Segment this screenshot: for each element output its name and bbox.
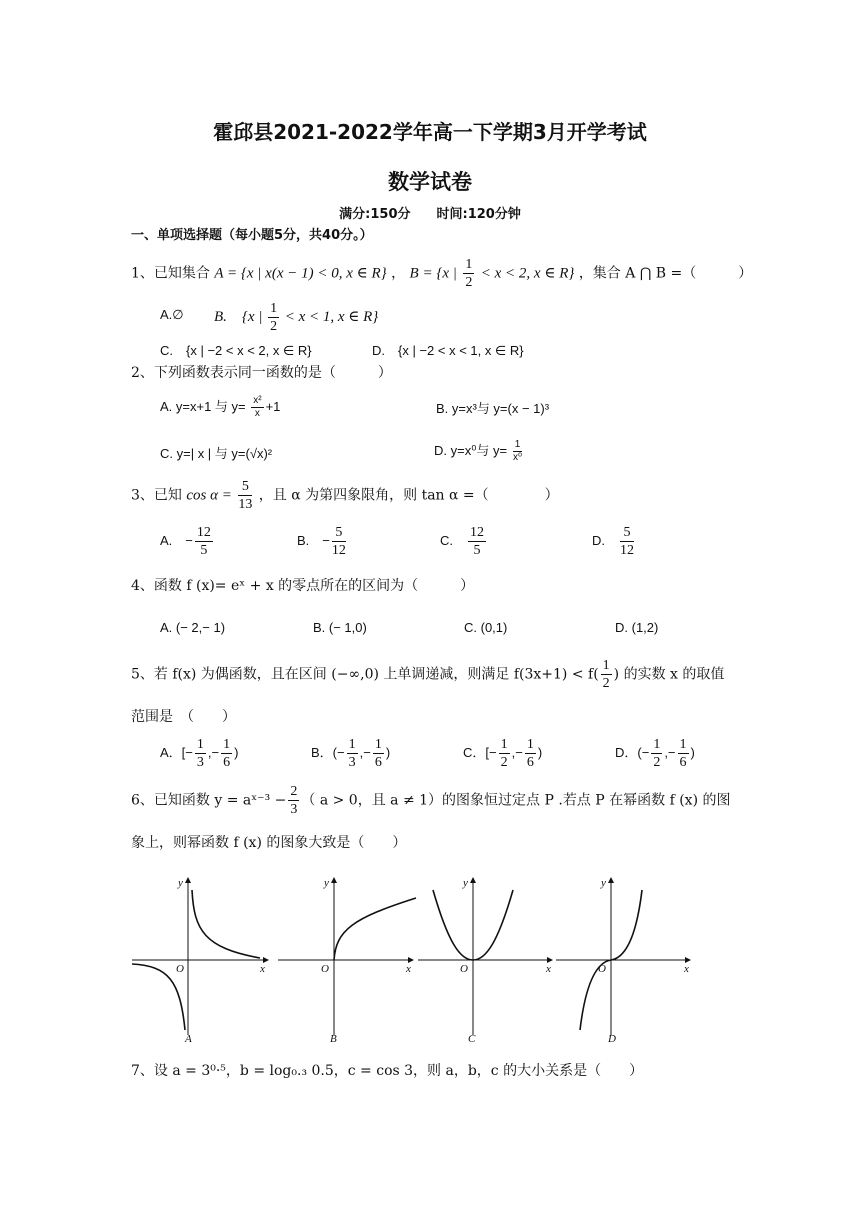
q3-option-a: A. − $\frac{12}{5}$ (160, 525, 211, 559)
question-1: 1、已知集合 A = {x | x(x − 1) < 0, x ∈ R} ， B = {x | $\frac{1}{2}$ < x < 2, x ∈ R} ，集合 A ⋂ B =（ ） (131, 257, 753, 290)
q2-option-d: D. y=x⁰与 y= $\frac{1}{\text{x⁰}}$ (434, 439, 523, 464)
q2-option-a: A. y=x+1 与 y= $\frac{\text{x²}}{x}$ +1 (160, 395, 281, 420)
question-3: 3、已知 cos α = $\frac{5}{13}$ ，且 α 为第四象限角，则 tan α =（ ） (131, 479, 559, 512)
exam-title: 霍邱县2021-2022学年高一下学期3月开学考试 (213, 120, 647, 144)
q4-option-c: C. (0,1) (464, 620, 508, 635)
graph-b-x-label: x (406, 963, 411, 975)
q2-option-b: B. y=x³与 y=(x − 1)³ (436, 401, 550, 416)
question-4: 4、函数 f (x)= eˣ + x 的零点所在的区间为（ ） (131, 578, 475, 594)
question-6: 6、已知函数 y = aˣ⁻³ − $\frac{2}{3}$ （ a > 0，且 a ≠ 1）的图象恒过定点 P .若点 P 在幂函数 f (x) 的图 (131, 784, 731, 817)
graph-b-label: B (330, 1033, 337, 1045)
q5-option-d: D．(− $\frac{1}{2}$ ,− $\frac{1}{6}$ ) (615, 737, 695, 771)
q5-option-c: C．[− $\frac{1}{2}$ ,− $\frac{1}{6}$ ) (463, 737, 543, 771)
graph-d-origin: O (598, 963, 606, 975)
q1-tail: ，集合 A ⋂ B =（ ） (578, 265, 753, 282)
q4-option-d: D. (1,2) (615, 620, 659, 635)
graph-b-y-label: y (324, 877, 329, 889)
graph-a-origin: O (176, 963, 184, 975)
graph-c-y-label: y (463, 877, 468, 889)
question-6-continued: 象上，则幂函数 f (x) 的图象大致是（ ） (131, 835, 407, 851)
question-5: 5、若 f(x) 为偶函数，且在区间 (−∞,0) 上单调递减，则满足 f(3x+1) < f( $\frac{1}{2}$ ) 的实数 x 的取值 (131, 658, 725, 691)
question-2: 2、下列函数表示同一函数的是（ ） (131, 365, 392, 381)
q1-set-b: B = {x | (409, 265, 457, 282)
q1-option-c: C. {x | −2 < x < 2, x ∈ R} (160, 343, 312, 358)
graph-c-origin: O (460, 963, 468, 975)
q6-graphs (128, 870, 698, 1045)
exam-subtitle: 数学试卷 (388, 170, 472, 194)
exam-meta: 满分:150分 时间:120分钟 (339, 207, 521, 222)
q3-option-c: C. $\frac{12}{5}$ (440, 525, 485, 559)
q1-option-a: A.∅ (160, 307, 184, 322)
graph-c (418, 877, 552, 1045)
graph-d-label: D (608, 1033, 616, 1045)
q3-option-d: D. $\frac{5}{12}$ (592, 525, 635, 559)
graph-d-x-label: x (684, 963, 689, 975)
graph-b (278, 877, 416, 1045)
graph-b-origin: O (321, 963, 329, 975)
q3-option-b: B. − $\frac{5}{12}$ (297, 525, 346, 559)
graph-a-y-label: y (178, 877, 183, 889)
graph-a-x-label: x (260, 963, 265, 975)
q5-option-a: A．[− $\frac{1}{3}$ ,− $\frac{1}{6}$ ) (160, 737, 239, 771)
question-5-continued: 范围是 （ ） (131, 709, 236, 725)
q1-lead: 1、已知集合 (131, 265, 210, 282)
q1-option-d: D. {x | −2 < x < 1, x ∈ R} (372, 343, 524, 358)
q2-option-c: C. y=| x | 与 y=(√x)² (160, 446, 273, 461)
graph-a-label: A (185, 1033, 192, 1045)
graph-c-label: C (468, 1033, 476, 1045)
graph-d (556, 877, 690, 1045)
q1-option-b: B. {x | $\frac{1}{2}$ < x < 1, x ∈ R} (214, 301, 379, 334)
graph-c-x-label: x (546, 963, 551, 975)
q5-option-b: B．(− $\frac{1}{3}$ ,− $\frac{1}{6}$ ) (311, 737, 391, 771)
q4-option-b: B. (− 1,0) (313, 620, 367, 635)
graph-d-y-label: y (601, 877, 606, 889)
q1-set-a: A = {x | x(x − 1) < 0, x ∈ R} (214, 265, 387, 282)
question-7: 7、设 a = 3⁰·⁵，b = log₀.₃ 0.5，c = cos 3，则 a，b，c 的大小关系是（ ） (131, 1063, 644, 1079)
q4-option-a: A. (− 2,− 1) (160, 620, 226, 635)
graph-a (132, 877, 268, 1045)
section-heading: 一、单项选择题（每小题5分，共40分。） (131, 228, 373, 243)
